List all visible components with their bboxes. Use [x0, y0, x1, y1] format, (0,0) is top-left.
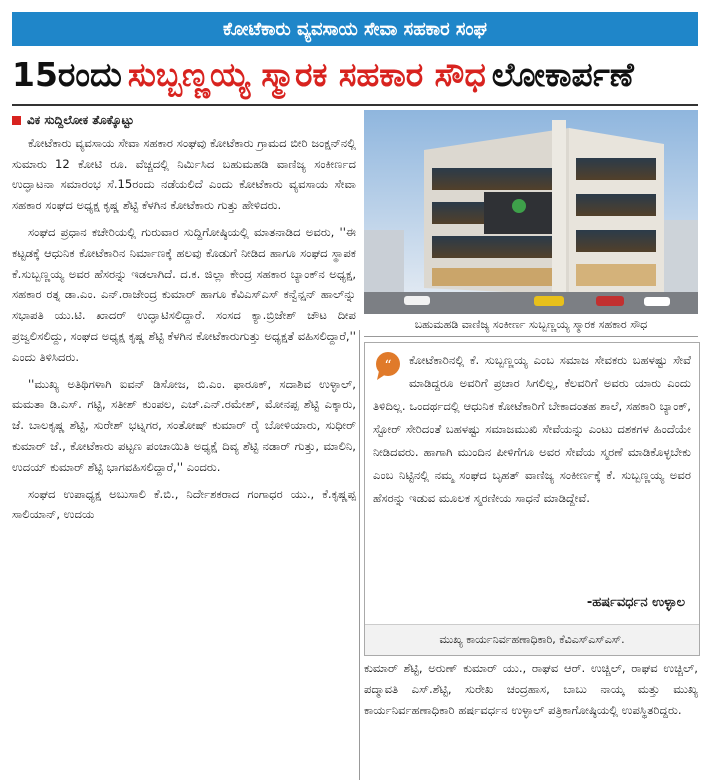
article-body: [12, 110, 356, 780]
building-illustration: [364, 110, 698, 314]
building-photo: [364, 110, 698, 314]
article-paragraph: ಕೋಟೆಕಾರು ವ್ಯವಸಾಯ ಸೇವಾ ಸಹಕಾರ ಸಂಘವು ಕೋಟೆಕಾರು ಗ್ರಾಮದ ಬೀರಿ ಜಂಕ್ಷನ್‌ನಲ್ಲಿ ಸುಮಾರು 12 ಕೋಟಿ ರೂ. ವೆಚ್ಚದಲ್ಲಿ ನಿರ್ಮಿಸಿದ ಬಹುಮಹಡಿ ವಾಣಿಜ್ಯ ಸಂಕೀರ್ಣದ ಉದ್ಘಾಟನಾ ಸಮಾರಂಭ ಸೆ.15ರಂದು ನಡೆಯಲಿದೆ ಎಂದು ಕೋಟೆಕಾರು ವ್ಯವಸಾಯ ಸೇವಾ ಸಹಕಾರ ಸಂಘದ ಅಧ್ಯಕ್ಷ ಕೃಷ್ಣ ಶೆಟ್ಟಿ ಕೆಳಗಿನ ಕೋಟೆಕಾರು ಗುತ್ತು ಹೇಳಿದರು.: [12, 135, 356, 213]
banner-text: ಕೋಟೆಕಾರು ವ್ಯವಸಾಯ ಸೇವಾ ಸಹಕಾರ ಸಂಘ: [223, 18, 487, 40]
headline: [12, 50, 698, 100]
designation-text: ಮುಖ್ಯ ಕಾರ್ಯನಿರ್ವಹಣಾಧಿಕಾರಿ, ಕೆವಿಎಸ್‌ಎಸ್‌ಎಸ್.: [439, 633, 625, 646]
article-paragraph: ''ಮುಖ್ಯ ಅತಿಥಿಗಳಾಗಿ ಐವನ್ ಡಿಸೋಜ, ಬಿ.ಎಂ. ಫಾರೂಕ್, ಸದಾಶಿವ ಉಳ್ಳಾಲ್, ಮಮತಾ ಡಿ.ಎಸ್. ಗಟ್ಟಿ, ಸತೀಶ್ ಕುಂಪಲ, ಎಚ್.ಎನ್.ರಮೇಶ್, ಮೋನಪ್ಪ ಶೆಟ್ಟಿ ಎಕ್ಕಾರು, ಜೆ. ಬಾಲಕೃಷ್ಣ ಶೆಟ್ಟಿ, ಸುರೇಶ್ ಭಟ್ನಗರ, ಸಂತೋಷ್ ಕುಮಾರ್ ರೈ ಬೋಳಿಯಾರು, ಸುಧೀರ್ ಕುಮಾರ್ ಜೆ., ಕೋಟೆಕಾರು ಪಟ್ಟಣ ಪಂಚಾಯಿತಿ ಅಧ್ಯಕ್ಷೆ ದಿವ್ಯ ಶೆಟ್ಟಿ ನಡಾರ್ ಗುತ್ತು, ಮಾಲಿನಿ, ಉದಯ್ ಕುಮಾರ್ ಶೆಟ್ಟಿ ಭಾಗವಹಿಸಲಿದ್ದಾರೆ,'' ಎಂದರು.: [12, 376, 356, 474]
article-paragraph: ಸಂಘದ ಪ್ರಧಾನ ಕಚೇರಿಯಲ್ಲಿ ಗುರುವಾರ ಸುದ್ದಿಗೋಷ್ಠಿಯಲ್ಲಿ ಮಾತನಾಡಿದ ಅವರು, ''ಈ ಕಟ್ಟಡಕ್ಕೆ ಆಧುನಿಕ ಕೋಟೆಕಾರಿನ ನಿರ್ಮಾಣಕ್ಕೆ ಹಲವು ಕೊಡುಗೆ ನೀಡಿದ ಹಾಗೂ ಸಂಘದ ಸ್ಥಾಪಕ ಕೆ.ಸುಬ್ಬಣ್ಣಯ್ಯ ಅವರ ಹೆಸರನ್ನು ಇಡಲಾಗಿದೆ. ದ.ಕ. ಜಿಲ್ಲಾ ಕೇಂದ್ರ ಸಹಕಾರ ಬ್ಯಾಂಕ್‌ನ ಅಧ್ಯಕ್ಷ, ಸಹಕಾರ ರತ್ನ ಡಾ.ಎಂ. ಎನ್.ರಾಜೇಂದ್ರ ಕುಮಾರ್ ಹಾಗೂ ಕೆವಿಎಸ್‌ಎಸ್ ಕನ್ವೆನ್ಷನ್ ಹಾಲ್‌ನ್ನು ಸಭಾಪತಿ ಯು.ಟಿ. ಖಾದರ್ ಉದ್ಘಾಟಿಸಲಿದ್ದಾರೆ. ಸಂಸದ ಕ್ಯಾ.ಬ್ರಿಜೇಶ್ ಚೌಟ ದೀಪ ಪ್ರಜ್ವಲಿಸಲಿದ್ದು, ಸಂಘದ ಅಧ್ಯಕ್ಷ ಕೃಷ್ಣ ಶೆಟ್ಟಿ ಕೆಳಗಿನ ಕೋಟೆಕಾರುಗುತ್ತು ಅಧ್ಯಕ್ಷತೆ ವಹಿಸಲಿದ್ದಾರೆ,'' ಎಂದು ತಿಳಿಸಿದರು.: [12, 224, 356, 364]
article-continuation: [364, 658, 698, 780]
speech-bubble-icon: [373, 351, 403, 381]
headline-building-name: ಸುಬ್ಬಣ್ಣಯ್ಯ ಸ್ಮಾರಕ ಸಹಕಾರ ಸೌಧ: [127, 55, 486, 94]
quote-designation: [365, 624, 699, 655]
svg-text:“: “: [384, 358, 392, 374]
quote-text-block: [373, 349, 691, 510]
headline-inauguration: ಲೋಕಾರ್ಪಣೆ: [491, 55, 634, 94]
quote-box: [364, 342, 700, 656]
byline: [12, 110, 356, 131]
headline-divider: [12, 104, 698, 106]
headline-date: 15ರಂದು: [12, 55, 122, 94]
photo-caption: ಬಹುಮಹಡಿ ವಾಣಿಜ್ಯ ಸಂಕೀರ್ಣ ಸುಬ್ಬಣ್ಣಯ್ಯ ಸ್ಮಾರಕ ಸಹಕಾರ ಸೌಧ: [364, 318, 698, 337]
article-paragraph: ಸಂಘದ ಉಪಾಧ್ಯಕ್ಷ ಅಬುಸಾಲಿ ಕೆ.ಬಿ., ನಿರ್ದೇಶಕರಾದ ಗಂಗಾಧರ ಯು., ಕೆ.ಕೃಷ್ಣಪ್ಪ ಸಾಲಿಯಾನ್, ಉದಯ: [12, 486, 356, 522]
column-divider: [359, 330, 360, 780]
byline-square-icon: [12, 116, 21, 125]
byline-text: ವಿಕ ಸುದ್ದಿಲೋಕ ತೊಕ್ಕೊಟ್ಟು: [27, 113, 134, 127]
section-banner: [12, 12, 698, 46]
continuation-paragraph: ಕುಮಾರ್ ಶೆಟ್ಟಿ, ಅರುಣ್ ಕುಮಾರ್ ಯು., ರಾಘವ ಆರ್. ಉಚ್ಚಿಲ್, ರಾಘವ ಉಚ್ಚಿಲ್, ಪದ್ಮಾವತಿ ಎಸ್.ಶೆಟ್ಟಿ, ಸುರೇಖ ಚಂದ್ರಹಾಸ, ಬಾಬು ನಾಯ್ಕ ಮತ್ತು ಮುಖ್ಯ ಕಾರ್ಯನಿರ್ವಹಣಾಧಿಕಾರಿ ಹರ್ಷವರ್ಧನ ಉಳ್ಳಾಲ್ ಪತ್ರಿಕಾಗೋಷ್ಠಿಯಲ್ಲಿ ಉಪಸ್ಥಿತರಿದ್ದರು.: [364, 661, 698, 717]
quote-text: ಕೋಟೆಕಾರಿನಲ್ಲಿ ಕೆ. ಸುಬ್ಬಣ್ಣಯ್ಯ ಎಂಬ ಸಮಾಜ ಸೇವಕರು ಬಹಳಷ್ಟು ಸೇವೆ ಮಾಡಿದ್ದರೂ ಅವರಿಗೆ ಪ್ರಚಾರ ಸಿಗಲಿಲ್ಲ, ಕೆಲವರಿಗೆ ಅವರು ಯಾರು ಎಂದು ತಿಳಿದಿಲ್ಲ. ಒಂದರ್ಥದಲ್ಲಿ ಆಧುನಿಕ ಕೋಟೆಕಾರಿಗೆ ಬೇಕಾದಂತಹ ಶಾಲೆ, ಸಹಕಾರಿ ಬ್ಯಾಂಕ್, ಸ್ಟೋರ್ ಸೇರಿದಂತೆ ಬಹಳಷ್ಟು ಸಮಾಜಮುಖಿ ಸೇವೆಯನ್ನು ಎಂಟು ದಶಕಗಳ ಹಿಂದೆಯೇ ನೀಡಿದವರು. ಹಾಗಾಗಿ ಮುಂದಿನ ಪೀಳಿಗೆಗೂ ಅವರ ಸೇವೆಯ ಸ್ಮರಣೆ ಮಾಡಿಕೊಳ್ಳಬೇಕು ಎಂಬ ನಿಟ್ಟಿನಲ್ಲಿ ನಮ್ಮ ಸಂಘದ ಬೃಹತ್ ವಾಣಿಜ್ಯ ಸಂಕೀರ್ಣಕ್ಕೆ ಕೆ. ಸುಬ್ಬಣ್ಣಯ್ಯ ಅವರ ಹೆಸರನ್ನು ಇಡುವ ಮೂಲಕ ಸ್ಮರಣೀಯ ಸಾಧನೆ ಮಾಡಿದ್ದೇವೆ.: [373, 353, 691, 505]
quote-author: -ಹರ್ಷವರ್ಧನ ಉಳ್ಳಾಲ: [586, 595, 685, 610]
